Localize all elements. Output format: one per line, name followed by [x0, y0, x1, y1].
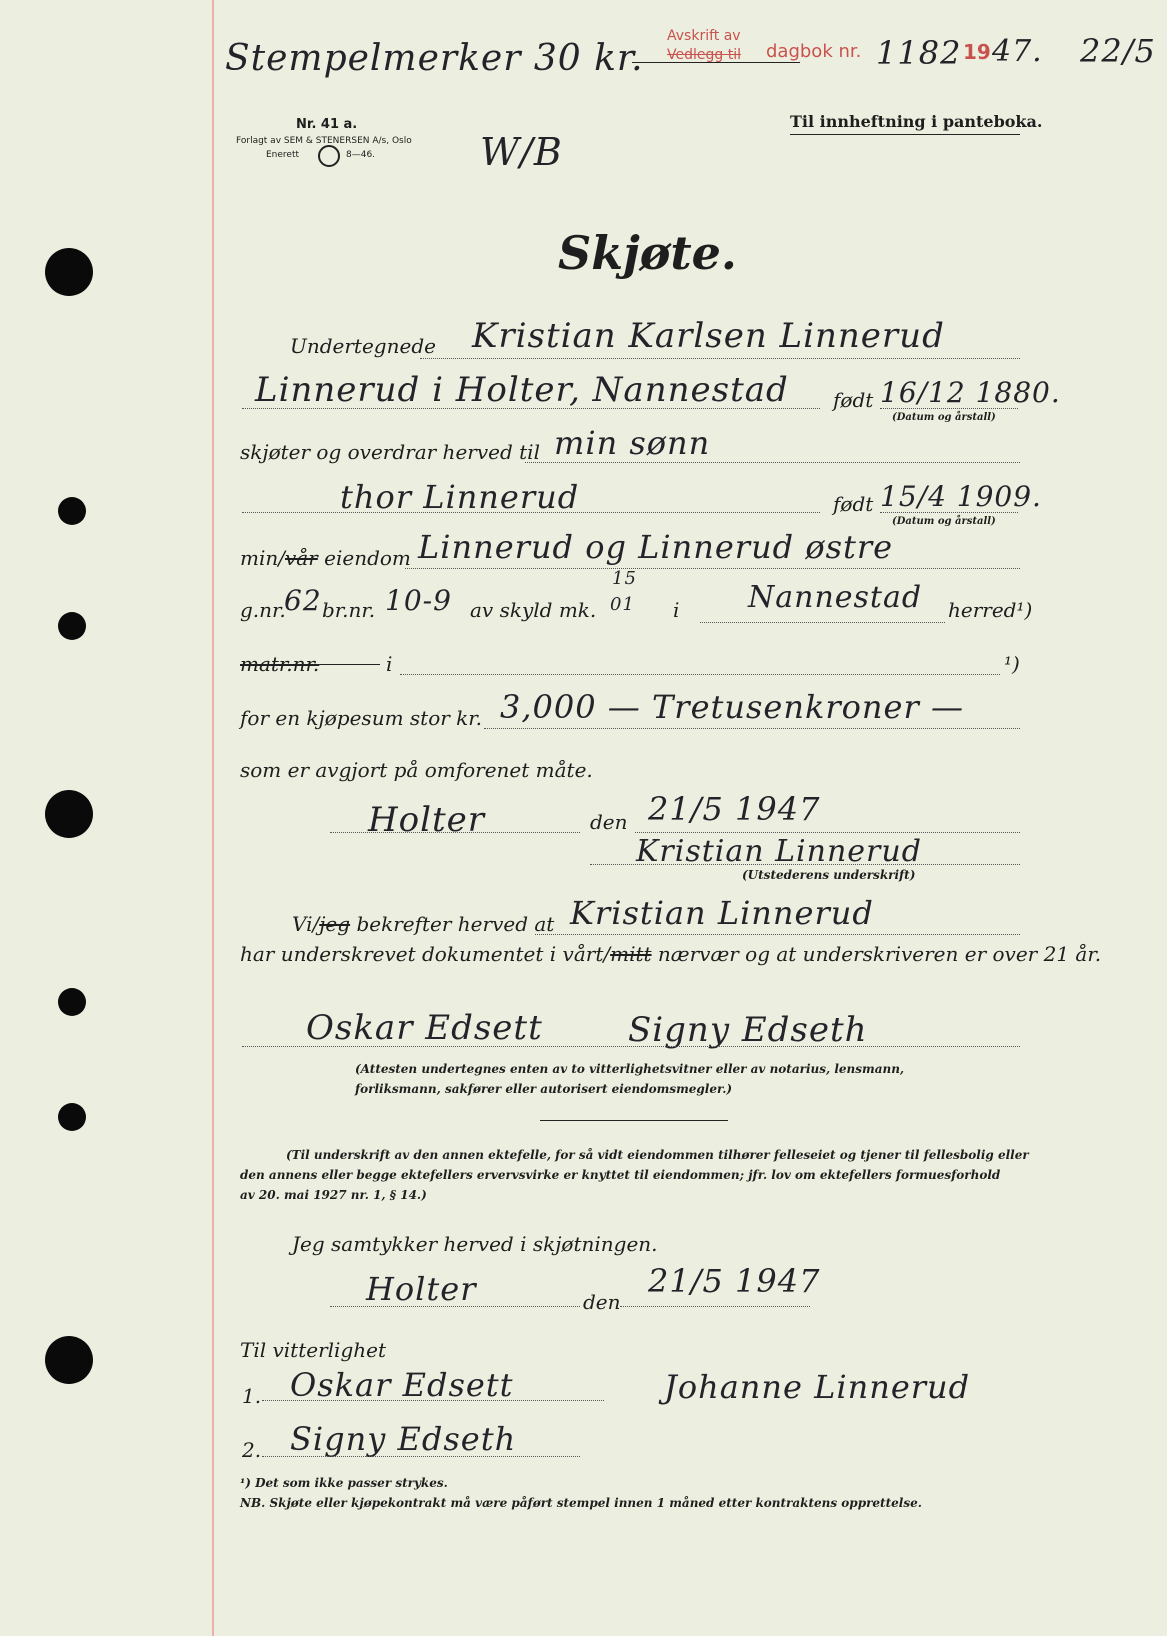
signed-text-a: har underskrevet dokumentet i vårt/	[240, 942, 611, 966]
dotted-line	[242, 512, 820, 513]
price-value: 3,000 — Tretusenkroner —	[500, 688, 964, 726]
vitterlighet-label: Til vitterlighet	[240, 1338, 387, 1362]
punch-hole	[58, 497, 86, 525]
witness-number-1: 1.	[242, 1384, 262, 1408]
document-title: Skjøte.	[558, 226, 737, 280]
pantebok-note: Til innheftning i panteboka.	[790, 112, 1043, 131]
dotted-line	[880, 512, 1018, 513]
publisher-line-1: Forlagt av SEM & STENERSEN A/s, Oslo	[236, 136, 412, 146]
property-label	[240, 546, 411, 570]
dotted-line	[405, 568, 1020, 569]
pantebok-underline	[790, 134, 1020, 135]
place-2: Holter	[366, 1270, 477, 1308]
spouse-signature: Johanne Linnerud	[664, 1368, 971, 1406]
punch-hole	[45, 790, 93, 838]
vi-label-b: bekrefter herved at	[356, 912, 555, 936]
utsteder-hint: (Utstederens underskrift)	[742, 868, 916, 882]
dotted-line	[262, 1400, 604, 1401]
dotted-line	[484, 728, 1020, 729]
matr-strike: matr.nr.	[240, 652, 320, 676]
stamp-avskrift: Avskrift av	[667, 28, 741, 44]
witness-1-signature: Oskar Edsett	[290, 1366, 514, 1404]
property-label-b: eiendom	[324, 546, 411, 570]
property-name: Linnerud og Linnerud østre	[418, 528, 894, 566]
dotted-line	[330, 1306, 580, 1307]
witness-signature-2: Signy Edseth	[628, 1010, 868, 1050]
transfer-label: skjøter og overdrar herved til	[240, 440, 540, 464]
year-prefix: 19	[963, 40, 991, 64]
spouse-note-2: den annens eller begge ektefellers ervervsvirke er knyttet til eiendommen; jfr. lov om ektefellers formuesforhold	[240, 1168, 1001, 1182]
form-number: Nr. 41 a.	[296, 117, 358, 132]
punch-hole	[58, 988, 86, 1016]
section-divider	[540, 1120, 728, 1121]
witness-number-2: 2.	[242, 1438, 262, 1462]
matr-paren: ¹)	[1004, 652, 1020, 676]
dotted-line	[700, 622, 945, 623]
property-label-strike: vår	[284, 546, 318, 570]
property-label-a: min/	[240, 546, 285, 570]
dotted-line	[590, 864, 1020, 865]
handwritten-initials: W/B	[480, 130, 563, 174]
margin-line	[212, 0, 214, 1636]
punch-hole	[58, 1103, 86, 1131]
skyld-label: av skyld mk.	[470, 598, 597, 622]
seller-address: Linnerud i Holter, Nannestad	[255, 370, 789, 410]
publisher-logo-icon	[318, 145, 340, 167]
skyld-bottom: 01	[610, 594, 635, 615]
place-1: Holter	[368, 800, 486, 840]
skyld-top: 15	[612, 568, 637, 589]
dotted-line	[242, 408, 820, 409]
brnr-label: br.nr.	[322, 598, 376, 622]
punch-hole	[45, 1336, 93, 1384]
agreed-text: som er avgjort på omforenet måte.	[240, 758, 593, 782]
witness-2-signature: Signy Edseth	[290, 1420, 517, 1458]
dotted-line	[535, 934, 1020, 935]
spouse-note-1: (Til underskrift av den annen ektefelle, for så vidt eiendommen tilhører felleseiet og tjener til fellesbolig eller	[286, 1148, 1029, 1162]
vi-label	[292, 912, 554, 936]
signed-text	[240, 942, 1101, 966]
handwritten-date: 22/5	[1080, 32, 1156, 70]
date-2: 21/5 1947	[648, 1262, 821, 1300]
matr-strike-line	[240, 664, 380, 665]
herred-label: herred¹)	[948, 598, 1033, 622]
attest-note-2: forliksmann, sakfører eller autorisert eiendomsmegler.)	[355, 1082, 733, 1096]
seller-name: Kristian Karlsen Linnerud	[472, 316, 945, 356]
datum-hint: (Datum og årstall)	[892, 412, 996, 423]
brnr-value: 10-9	[385, 584, 452, 617]
stamp-fee-note: Stempelmerker 30 kr.	[225, 38, 644, 79]
publisher-line-2b: 8—46.	[346, 150, 376, 160]
recipient-birth-date: 15/4 1909.	[880, 480, 1042, 513]
dotted-line	[242, 1046, 1020, 1047]
punch-hole	[58, 612, 86, 640]
seller-signature: Kristian Linnerud	[636, 834, 922, 869]
datum-hint-2: (Datum og årstall)	[892, 516, 996, 527]
dagbok-number: 1182	[876, 34, 962, 72]
undertegnede-label: Undertegnede	[290, 334, 436, 358]
fodt-label: født	[833, 388, 874, 412]
dagbok-label: dagbok nr.	[766, 41, 862, 62]
confirmed-name: Kristian Linnerud	[570, 894, 874, 932]
den-label-1: den	[590, 810, 628, 834]
gnr-label: g.nr.	[240, 598, 286, 622]
dotted-line	[620, 1306, 810, 1307]
footnote-2: NB. Skjøte eller kjøpekontrakt må være påført stempel innen 1 måned etter kontraktens opprettelse.	[240, 1496, 922, 1510]
seller-birth-date: 16/12 1880.	[880, 376, 1061, 409]
dotted-line	[420, 358, 1020, 359]
punch-hole	[45, 248, 93, 296]
fodt-label-2: født	[833, 492, 874, 516]
vi-strike: jeg	[319, 912, 351, 936]
attest-note-1: (Attesten undertegnes enten av to vitterlighetsvitner eller av notarius, lensmann,	[355, 1062, 905, 1076]
den-label-2: den	[583, 1290, 621, 1314]
stamp-vedlegg: Vedlegg til	[667, 47, 741, 63]
vi-label-a: Vi/	[292, 912, 320, 936]
date-1: 21/5 1947	[648, 790, 821, 828]
consent-text: Jeg samtykker herved i skjøtningen.	[292, 1232, 658, 1256]
dotted-line	[400, 674, 1000, 675]
dotted-line	[525, 462, 1020, 463]
recipient-relation: min sønn	[554, 424, 711, 462]
signed-text-b: nærvær og at underskriveren er over 21 år.	[657, 942, 1102, 966]
herred-value: Nannestad	[748, 580, 923, 615]
dotted-line	[635, 832, 1020, 833]
dotted-line	[330, 832, 580, 833]
witness-signature-1: Oskar Edsett	[306, 1008, 543, 1048]
publisher-line-2a: Enerett	[266, 150, 300, 160]
recipient-name: thor Linnerud	[340, 478, 580, 516]
year-suffix: 47.	[992, 34, 1043, 69]
spouse-note-3: av 20. mai 1927 nr. 1, § 14.)	[240, 1188, 427, 1202]
matr-i: i	[386, 652, 393, 676]
price-label: for en kjøpesum stor kr.	[240, 706, 483, 730]
gnr-value: 62	[284, 584, 322, 617]
i-label: i	[673, 598, 680, 622]
signed-strike: mitt	[610, 942, 652, 966]
dotted-line	[880, 408, 1018, 409]
footnote-1: ¹) Det som ikke passer strykes.	[240, 1476, 448, 1490]
dotted-line	[262, 1456, 580, 1457]
